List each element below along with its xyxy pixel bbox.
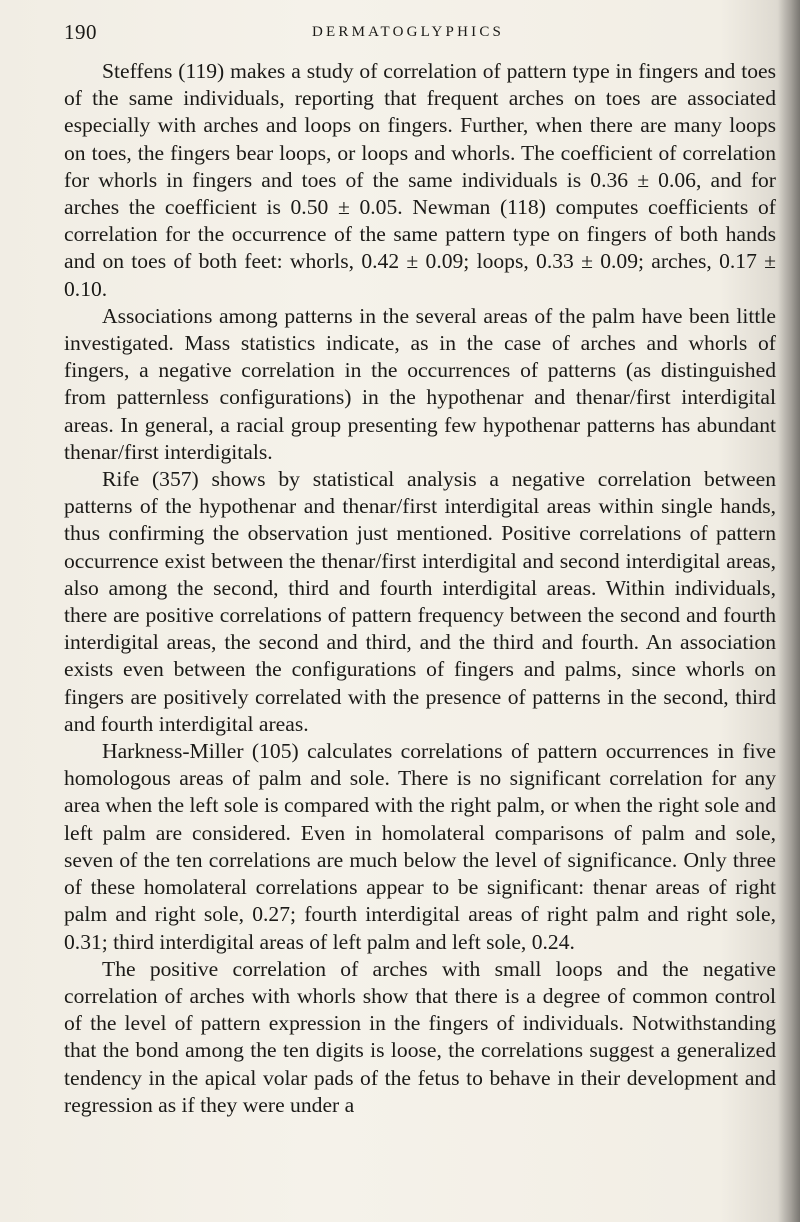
paragraph-steffens: Steffens (119) makes a study of correlation of pattern type in fingers and toes of the same individuals, reporting that frequent arches on toes are associated especially with arches and loops on fingers. Further, when there are many loops on toes, the fingers bear loops, or loops and whorls. The coefficient of correlation for whorls in fingers and toes of the same individuals is 0.36 ± 0.06, and for arches the coefficient is 0.50 ± 0.05. Newman (118) computes coefficients of correlation for the occurrence of the same pattern type on fingers of both hands and on toes of both feet: whorls, 0.42 ± 0.09; loops, 0.33 ± 0.09; arches, 0.17 ± 0.10. [64, 59, 776, 301]
body-text [64, 58, 776, 1119]
page-header [64, 20, 776, 50]
paragraph-rife: Rife (357) shows by statistical analysis a negative correlation between patterns of the hypothenar and thenar/first interdigital areas within single hands, thus confirming the observation just mentioned. Positive correlations of pattern occurrence exist between the thenar/first interdigital and second interdigital areas, also among the second, third and fourth interdigital areas. Within individuals, there are positive correlations of pattern frequency between the second and fourth interdigital areas, the second and third, and the third and fourth. An association exists even between the configurations of fingers and palms, since whorls on fingers are positively correlated with the presence of patterns in the second, third and fourth interdigital areas. [64, 467, 776, 736]
running-head: DERMATOGLYPHICS [312, 24, 505, 40]
paragraph-arches-correlation: The positive correlation of arches with small loops and the negative correlation of arches with whorls show that there is a degree of common control of the level of pattern expression in the fingers of individuals. Notwithstanding that the bond among the ten digits is loose, the correlations suggest a generalized tendency in the apical volar pads of the fetus to behave in their development and regression as if they were under a [64, 956, 776, 1117]
page-edge-shadow [778, 0, 800, 1222]
page-number: 190 [64, 20, 97, 44]
paragraph-palm-associations: Associations among patterns in the several areas of the palm have been little investigated. Mass statistics indicate, as in the case of arches and whorls of fingers, a negative correlation in the occurrences of patterns (as distinguished from patternless configurations) in the hypothenar and thenar/first interdigital areas. In general, a racial group presenting few hypothenar patterns has abundant thenar/first interdigitals. [64, 303, 776, 464]
paragraph-harkness-miller: Harkness-Miller (105) calculates correlations of pattern occurrences in five homologous areas of palm and sole. There is no significant correlation for any area when the left sole is compared with the right palm, or when the right sole and left palm are considered. Even in homolateral comparisons of palm and sole, seven of the ten correlations are much below the level of significance. Only three of these homolateral correlations appear to be significant: thenar areas of right palm and right sole, 0.27; fourth interdigital areas of right palm and right sole, 0.31; third interdigital areas of left palm and left sole, 0.24. [64, 739, 776, 954]
